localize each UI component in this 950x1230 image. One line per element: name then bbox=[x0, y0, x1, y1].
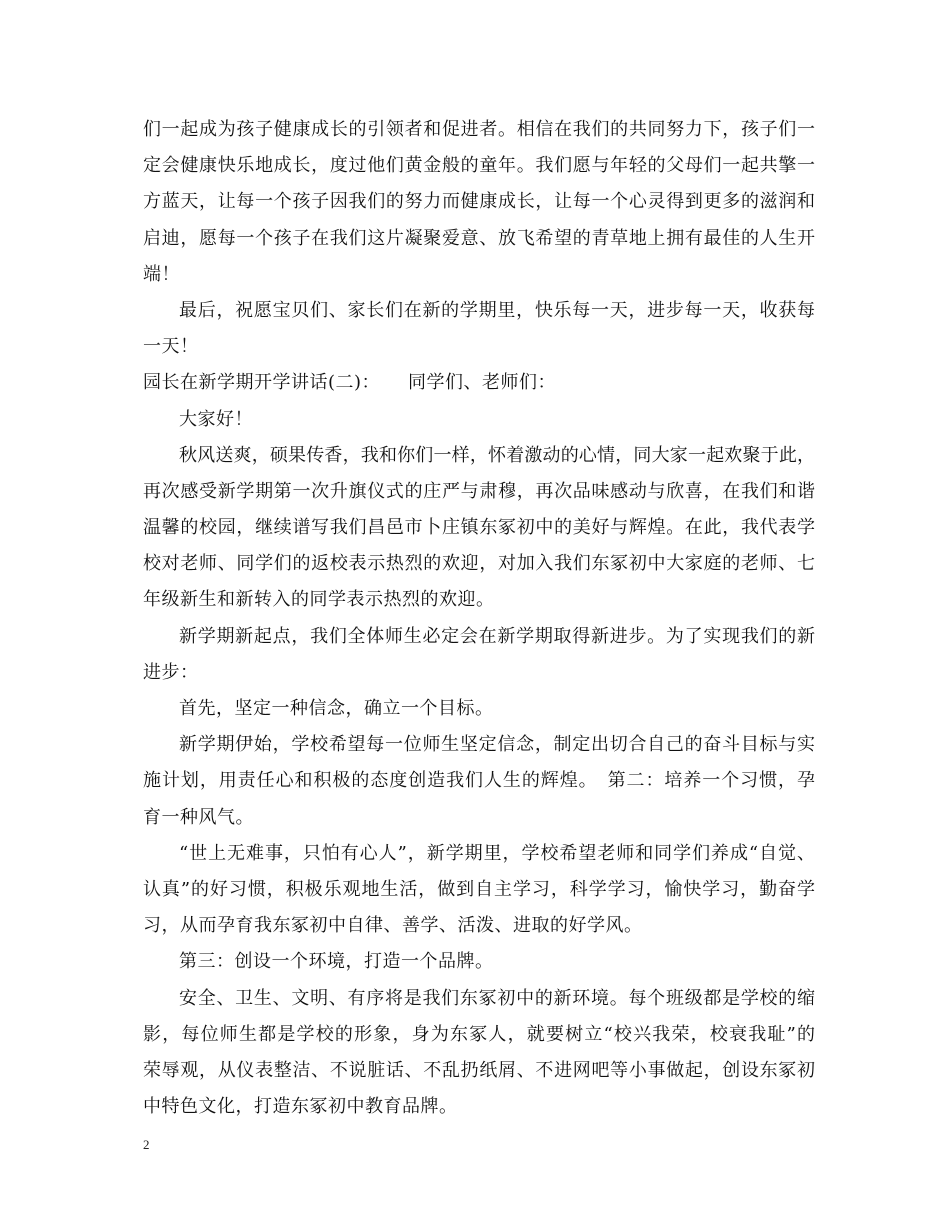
section-heading: 园长在新学期开学讲话(二)： 同学们、老师们： bbox=[143, 372, 557, 394]
text-line: 一天！ bbox=[143, 336, 199, 358]
page-number: 2 bbox=[143, 1137, 150, 1152]
text-line: 习，从而孕育我东冢初中自律、善学、活泼、进取的好学风。 bbox=[143, 915, 643, 937]
text-line: 新学期新起点，我们全体师生必定会在新学期取得新进步。为了实现我们的新 bbox=[179, 625, 815, 647]
text-line: “世上无难事，只怕有心人”，新学期里，学校希望老师和同学们养成“自觉、 bbox=[179, 842, 815, 864]
text-line: 育一种风气。 bbox=[143, 806, 254, 828]
text-line: 方蓝天，让每一个孩子因我们的努力而健康成长，让每一个心灵得到更多的滋润和 bbox=[143, 191, 815, 213]
text-line: 启迪，愿每一个孩子在我们这片凝聚爱意、放飞希望的青草地上拥有最佳的人生开 bbox=[143, 227, 815, 249]
text-line: 中特色文化，打造东冢初中教育品牌。 bbox=[143, 1096, 458, 1118]
text-line: 进步： bbox=[143, 661, 199, 683]
text-line: 施计划，用责任心和积极的态度创造我们人生的辉煌。 第二：培养一个习惯，孕 bbox=[143, 770, 815, 792]
text-line: 再次感受新学期第一次升旗仪式的庄严与肃穆，再次品味感动与欣喜，在我们和谐 bbox=[143, 480, 815, 502]
text-line: 第三：创设一个环境，打造一个品牌。 bbox=[179, 951, 494, 973]
text-line: 影，每位师生都是学校的形象，身为东冢人，就要树立“校兴我荣，校衰我耻”的 bbox=[143, 1023, 815, 1045]
text-line: 定会健康快乐地成长，度过他们黄金般的童年。我们愿与年轻的父母们一起共擎一 bbox=[143, 155, 815, 177]
greeting-line: 大家好！ bbox=[179, 408, 253, 430]
text-line: 新学期伊始，学校希望每一位师生坚定信念，制定出切合自己的奋斗目标与实 bbox=[179, 734, 815, 756]
text-line: 安全、卫生、文明、有序将是我们东冢初中的新环境。每个班级都是学校的缩 bbox=[179, 987, 815, 1009]
body-text bbox=[143, 112, 815, 1125]
text-line: 秋风送爽，硕果传香，我和你们一样，怀着激动的心情，同大家一起欢聚于此， bbox=[179, 444, 815, 466]
text-line: 年级新生和新转入的同学表示热烈的欢迎。 bbox=[143, 589, 495, 611]
text-line: 校对老师、同学们的返校表示热烈的欢迎，对加入我们东冢初中大家庭的老师、七 bbox=[143, 553, 815, 575]
text-line: 们一起成为孩子健康成长的引领者和促进者。相信在我们的共同努力下，孩子们一 bbox=[143, 119, 815, 140]
text-line: 端！ bbox=[143, 263, 180, 285]
text-line: 温馨的校园，继续谱写我们昌邑市卜庄镇东冢初中的美好与辉煌。在此，我代表学 bbox=[143, 517, 815, 539]
text-line: 荣辱观，从仪表整洁、不说脏话、不乱扔纸屑、不进网吧等小事做起，创设东冢初 bbox=[143, 1059, 815, 1081]
text-line: 首先，坚定一种信念，确立一个目标。 bbox=[179, 698, 494, 719]
text-line: 认真”的好习惯，积极乐观地生活，做到自主学习，科学学习，愉快学习，勤奋学 bbox=[143, 878, 815, 900]
text-line: 最后，祝愿宝贝们、家长们在新的学期里，快乐每一天，进步每一天，收获每 bbox=[179, 299, 815, 321]
